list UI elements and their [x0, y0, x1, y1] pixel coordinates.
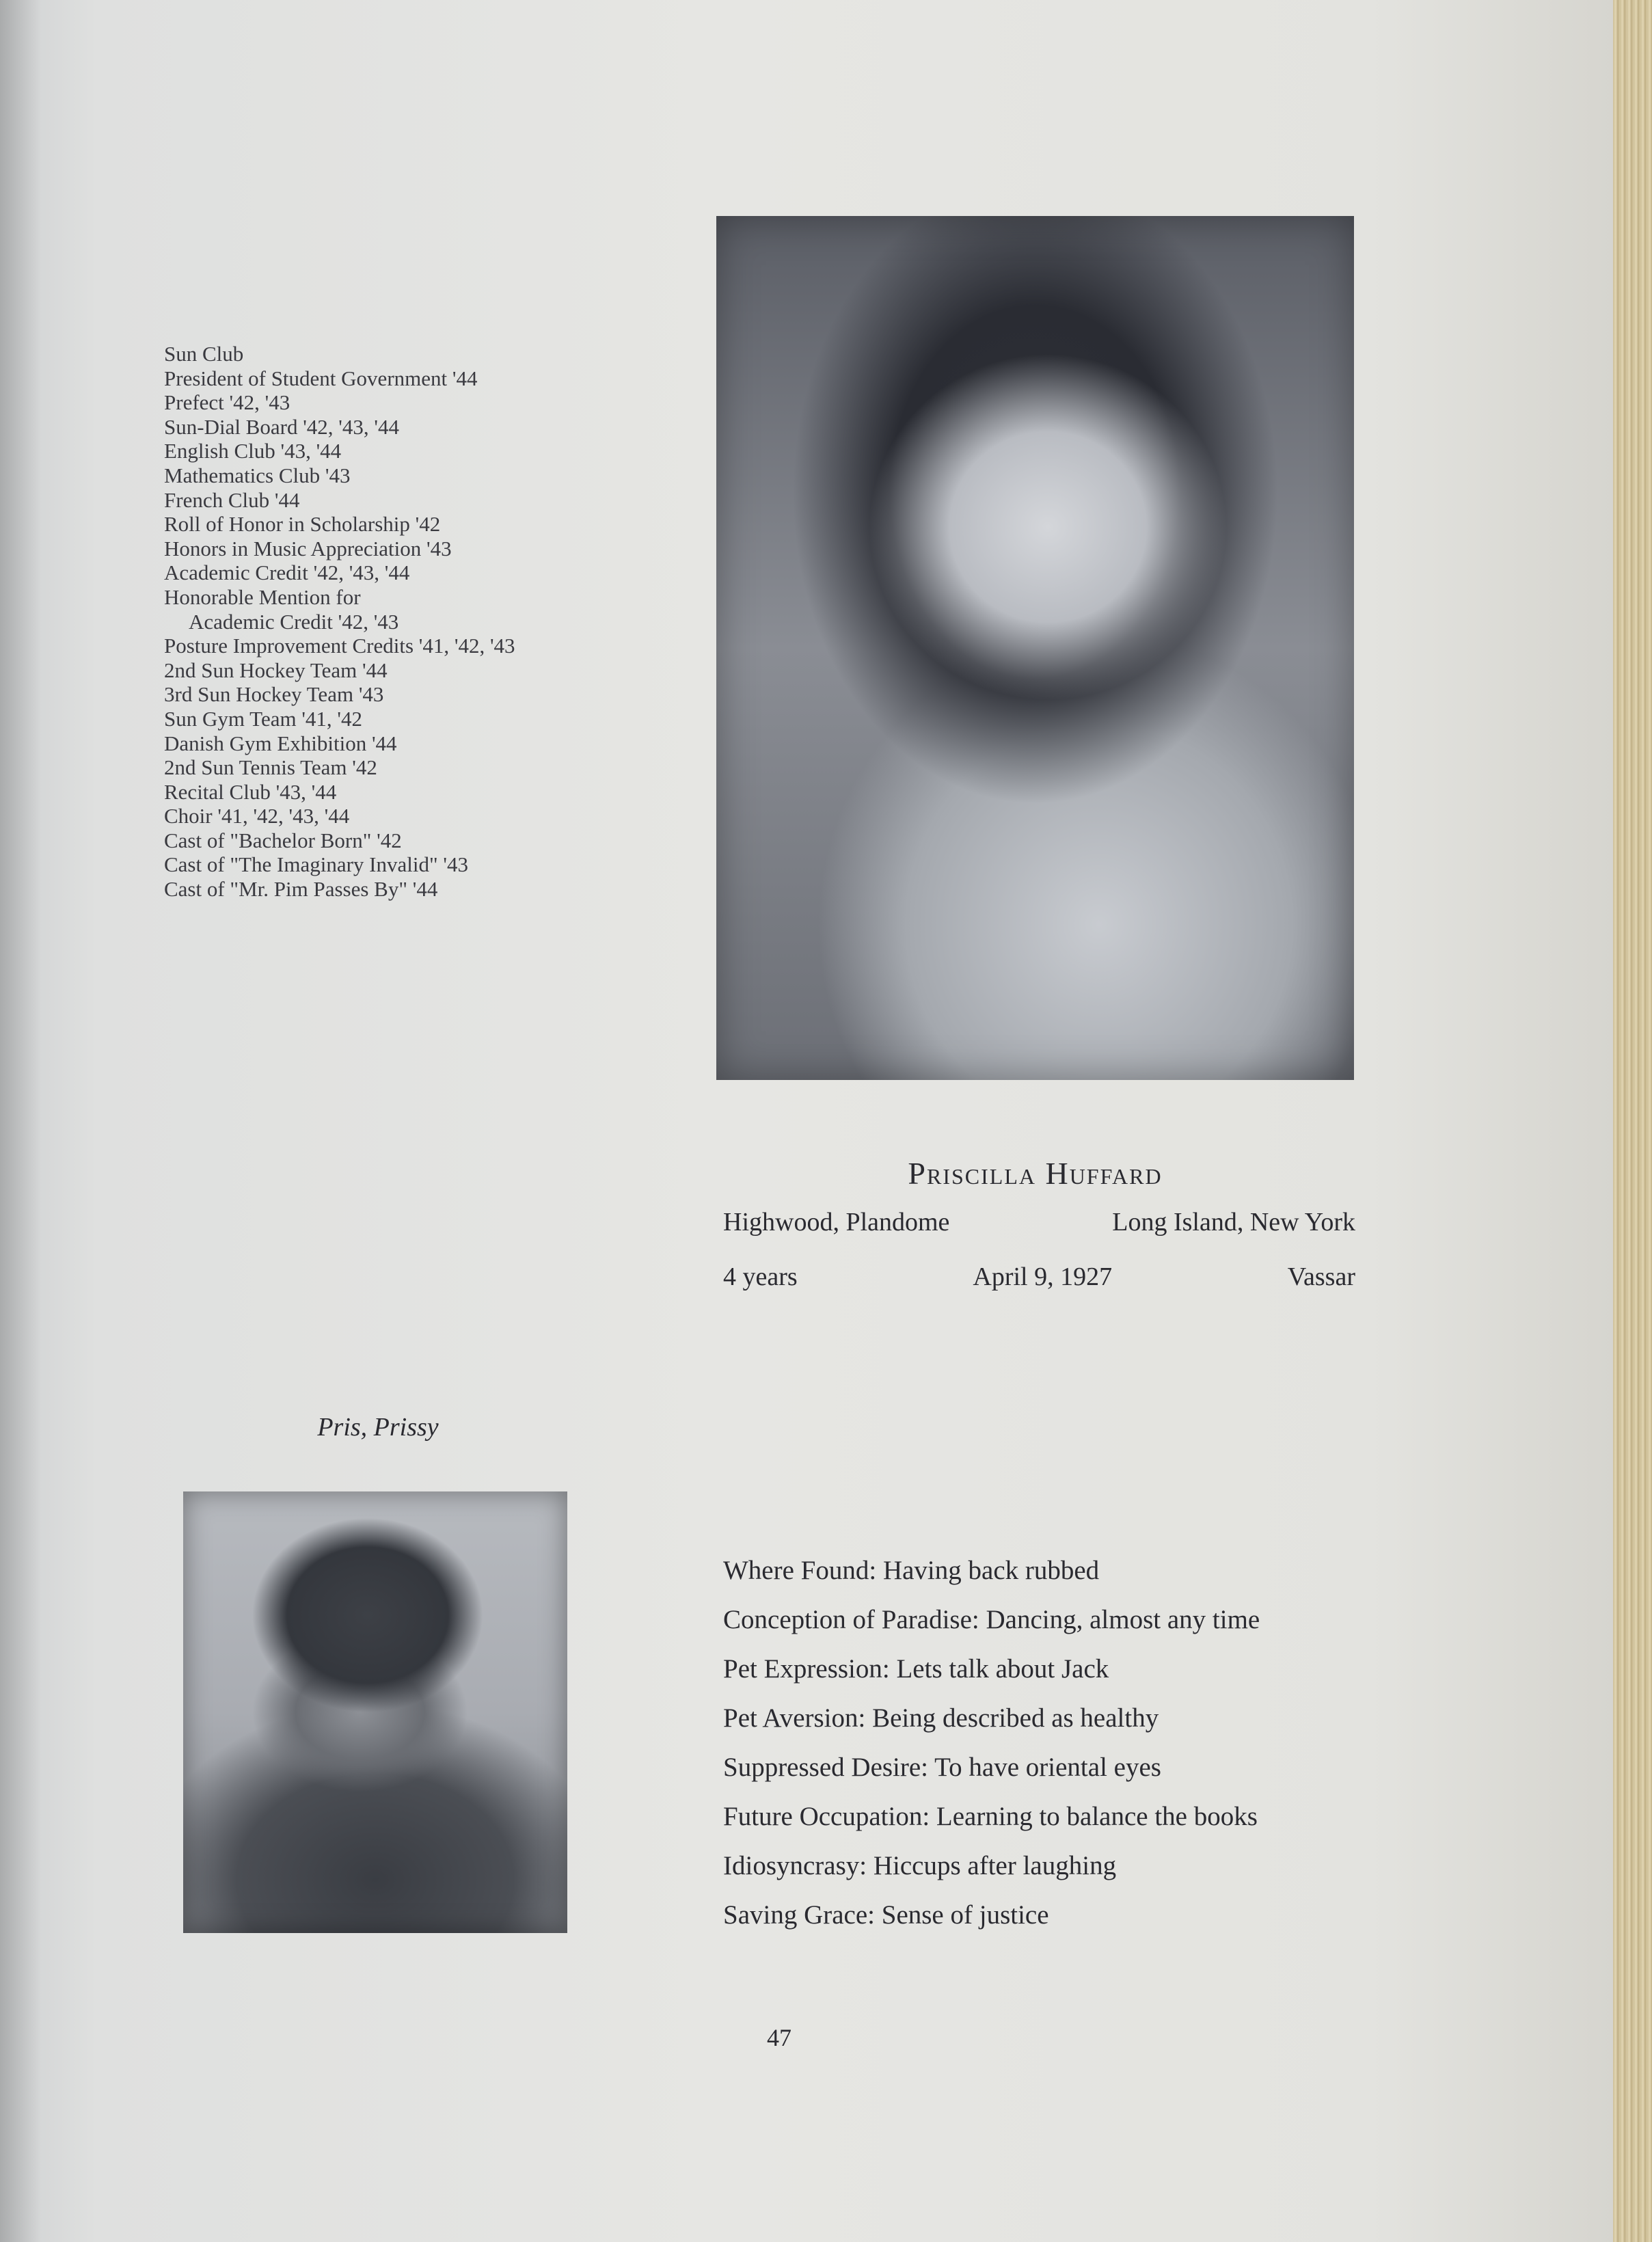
activity-item: 3rd Sun Hockey Team '43 [164, 682, 384, 707]
activity-item: English Club '43, '44 [164, 439, 342, 463]
activity-item: Sun Gym Team '41, '42 [164, 706, 363, 731]
activity-item: French Club '44 [164, 487, 300, 512]
activity-item: Prefect '42, '43 [164, 390, 290, 415]
activity-item: Posture Improvement Credits '41, '42, '43 [164, 634, 515, 658]
activity-item: Sun Club [164, 342, 244, 366]
college: Vassar [1287, 1262, 1355, 1291]
activity-item: Academic Credit '42, '43 [189, 609, 399, 634]
trait-item: Saving Grace: Sense of justice [723, 1900, 1049, 1930]
activity-item: 2nd Sun Hockey Team '44 [164, 658, 388, 682]
trait-item: Future Occupation: Learning to balance the books [723, 1802, 1258, 1831]
nickname: Pris, Prissy [317, 1413, 439, 1442]
activity-item: Cast of "The Imaginary Invalid" '43 [164, 852, 468, 877]
activity-item: Roll of Honor in Scholarship '42 [164, 512, 441, 537]
activity-item: Honors in Music Appreciation '43 [164, 536, 452, 560]
activities-list [164, 342, 629, 902]
childhood-photo [183, 1491, 567, 1933]
activity-item: Danish Gym Exhibition '44 [164, 731, 397, 755]
details-row [723, 1262, 1355, 1292]
trait-item: Pet Aversion: Being described as healthy [723, 1703, 1159, 1733]
page-gutter-shadow [0, 0, 41, 2242]
traits-list [723, 1546, 1407, 1940]
trait-item: Suppressed Desire: To have oriental eyes [723, 1753, 1161, 1782]
activity-item: 2nd Sun Tennis Team '42 [164, 755, 377, 780]
activity-item: President of Student Government '44 [164, 366, 478, 390]
activity-item: Academic Credit '42, '43, '44 [164, 560, 410, 585]
activity-item: Honorable Mention for [164, 584, 361, 609]
years-attended: 4 years [723, 1262, 798, 1291]
activity-item: Choir '41, '42, '43, '44 [164, 804, 350, 828]
activity-item: Cast of "Mr. Pim Passes By" '44 [164, 877, 438, 902]
residence: Highwood, Plandome [723, 1208, 950, 1237]
location-row [723, 1207, 1355, 1237]
activity-item: Recital Club '43, '44 [164, 779, 337, 804]
trait-item: Conception of Paradise: Dancing, almost any time [723, 1605, 1260, 1634]
region: Long Island, New York [1112, 1208, 1355, 1237]
activity-item: Sun-Dial Board '42, '43, '44 [164, 414, 399, 439]
page-edges [1613, 0, 1652, 2242]
page-number: 47 [767, 2024, 791, 2051]
senior-portrait-photo [716, 216, 1354, 1080]
birthdate: April 9, 1927 [973, 1262, 1113, 1291]
trait-item: Where Found: Having back rubbed [723, 1556, 1100, 1585]
activity-item: Cast of "Bachelor Born" '42 [164, 828, 402, 852]
student-name: Priscilla Huffard [908, 1156, 1163, 1191]
trait-item: Pet Expression: Lets talk about Jack [723, 1654, 1109, 1684]
activity-item: Mathematics Club '43 [164, 463, 351, 487]
trait-item: Idiosyncrasy: Hiccups after laughing [723, 1851, 1117, 1880]
